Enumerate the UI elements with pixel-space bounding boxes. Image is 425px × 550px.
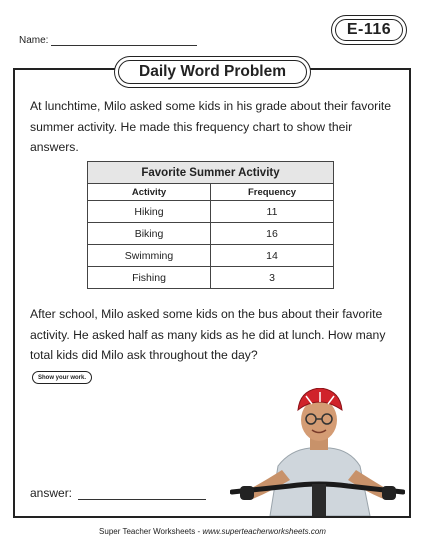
worksheet-code-badge [331, 15, 407, 45]
table-row [88, 201, 334, 223]
name-field [19, 35, 197, 46]
answer-label: answer: [30, 486, 73, 500]
table-row [88, 223, 334, 245]
answer-line[interactable] [78, 489, 206, 500]
boy-on-bicycle-photo [230, 388, 405, 516]
table-row [88, 267, 334, 289]
activity-cell: Hiking [88, 201, 211, 223]
name-line[interactable] [51, 36, 197, 46]
answer-field [30, 486, 206, 500]
column-header-frequency: Frequency [211, 184, 334, 201]
intro-paragraph: At lunchtime, Milo asked some kids in his grade about their favorite summer activity. He made this frequency chart to show their answers. [30, 99, 392, 154]
show-work-label: Show your work. [32, 371, 92, 384]
column-header-activity: Activity [88, 184, 211, 201]
activity-cell: Biking [88, 223, 211, 245]
frequency-table [87, 161, 334, 289]
worksheet-code: E-116 [335, 19, 403, 41]
activity-cell: Fishing [88, 267, 211, 289]
frequency-cell: 11 [211, 201, 334, 223]
page-title: Daily Word Problem [118, 60, 307, 84]
activity-cell: Swimming [88, 245, 211, 267]
title-banner [114, 56, 311, 88]
table-header-row [88, 184, 334, 201]
footer-separator: - [195, 527, 203, 536]
table-row [88, 245, 334, 267]
table-caption-row [88, 162, 334, 184]
name-label: Name: [19, 35, 49, 46]
frequency-cell: 14 [211, 245, 334, 267]
frequency-cell: 3 [211, 267, 334, 289]
question-paragraph: After school, Milo asked some kids on the bus about their favorite activity. He asked half as many kids as he did at lunch. How many total kids did Milo ask throughout the day? [30, 307, 386, 362]
frequency-cell: 16 [211, 223, 334, 245]
footer-url[interactable]: www.superteacherworksheets.com [202, 527, 326, 536]
footer-brand: Super Teacher Worksheets [99, 527, 196, 536]
footer [0, 527, 425, 536]
table-caption: Favorite Summer Activity [88, 162, 334, 184]
